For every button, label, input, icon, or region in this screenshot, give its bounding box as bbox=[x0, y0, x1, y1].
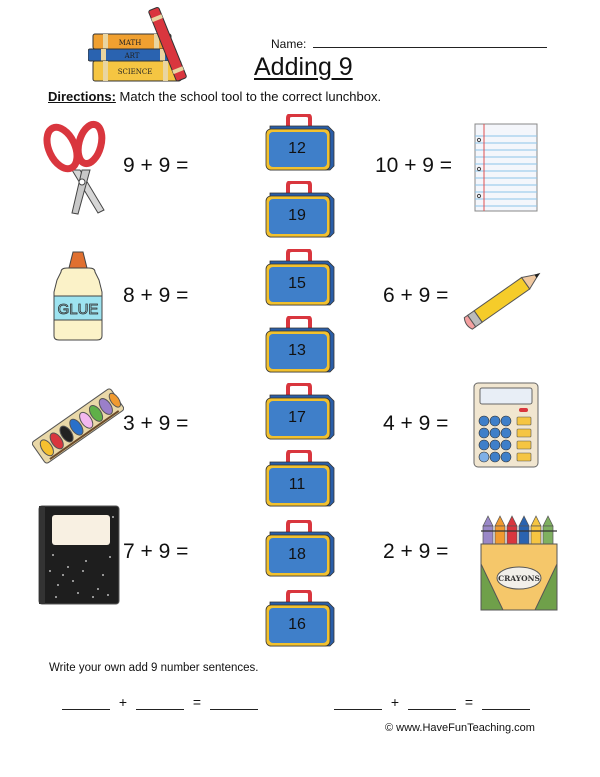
lunchbox[interactable] bbox=[264, 450, 336, 508]
lunchbox-number: 19 bbox=[288, 207, 306, 224]
equals-sign: = bbox=[192, 694, 202, 710]
addend-2-blank[interactable] bbox=[136, 693, 184, 710]
sum-blank[interactable] bbox=[482, 693, 530, 710]
book-math-label: MATH bbox=[118, 39, 142, 47]
number-sentence-2 bbox=[330, 693, 534, 710]
name-label: Name: bbox=[271, 37, 307, 51]
copyright: © www.HaveFunTeaching.com bbox=[385, 722, 535, 734]
addend-1-blank[interactable] bbox=[334, 693, 382, 710]
notebook-paper-icon bbox=[474, 123, 538, 212]
lunchbox[interactable] bbox=[264, 590, 336, 648]
lunchbox[interactable] bbox=[264, 181, 336, 239]
lunchbox[interactable] bbox=[264, 520, 336, 578]
sum-blank[interactable] bbox=[210, 693, 258, 710]
crayon-box-icon bbox=[479, 514, 559, 612]
number-sentence-1 bbox=[58, 693, 262, 710]
addend-2-blank[interactable] bbox=[408, 693, 456, 710]
lunchbox[interactable] bbox=[264, 114, 336, 172]
equation-left-2: 8 + 9 = bbox=[123, 284, 189, 307]
scissors-icon bbox=[42, 120, 112, 218]
addend-1-blank[interactable] bbox=[62, 693, 110, 710]
calculator-icon bbox=[473, 382, 539, 468]
directions bbox=[48, 89, 381, 104]
crayons-label: CRAYONS bbox=[498, 574, 540, 583]
pencil-icon bbox=[458, 262, 554, 332]
composition-notebook-icon bbox=[38, 505, 120, 605]
name-field[interactable] bbox=[313, 47, 547, 48]
plus-sign: + bbox=[390, 694, 400, 710]
lunchbox-number: 11 bbox=[288, 476, 306, 493]
lunchbox-number: 12 bbox=[288, 140, 306, 157]
lunchbox-number: 17 bbox=[288, 409, 306, 426]
equation-left-1: 9 + 9 = bbox=[123, 154, 189, 177]
book-science-label: SCIENCE bbox=[117, 68, 153, 76]
book-art-label: ART bbox=[124, 52, 140, 60]
lunchbox-number: 13 bbox=[288, 342, 306, 359]
lunchbox-number: 15 bbox=[288, 275, 306, 292]
equation-right-1: 10 + 9 = bbox=[375, 154, 453, 177]
write-own-prompt: Write your own add 9 number sentences. bbox=[49, 662, 259, 674]
lunchbox-number: 18 bbox=[288, 546, 306, 563]
plus-sign: + bbox=[118, 694, 128, 710]
equation-left-3: 3 + 9 = bbox=[123, 412, 189, 435]
glue-label: GLUE bbox=[57, 301, 99, 318]
page-title: Adding 9 bbox=[254, 53, 353, 81]
equation-right-4: 2 + 9 = bbox=[383, 540, 449, 563]
directions-text: Match the school tool to the correct lunchbox. bbox=[115, 89, 382, 104]
directions-label: Directions: bbox=[48, 89, 116, 104]
lunchbox[interactable] bbox=[264, 249, 336, 307]
glue-icon bbox=[47, 250, 109, 342]
equation-right-2: 6 + 9 = bbox=[383, 284, 449, 307]
equals-sign: = bbox=[464, 694, 474, 710]
equation-right-3: 4 + 9 = bbox=[383, 412, 449, 435]
paint-palette-icon bbox=[32, 385, 124, 467]
books-illustration bbox=[88, 4, 198, 84]
lunchbox[interactable] bbox=[264, 316, 336, 374]
lunchbox-number: 16 bbox=[288, 616, 306, 633]
lunchbox[interactable] bbox=[264, 383, 336, 441]
equation-left-4: 7 + 9 = bbox=[123, 540, 189, 563]
